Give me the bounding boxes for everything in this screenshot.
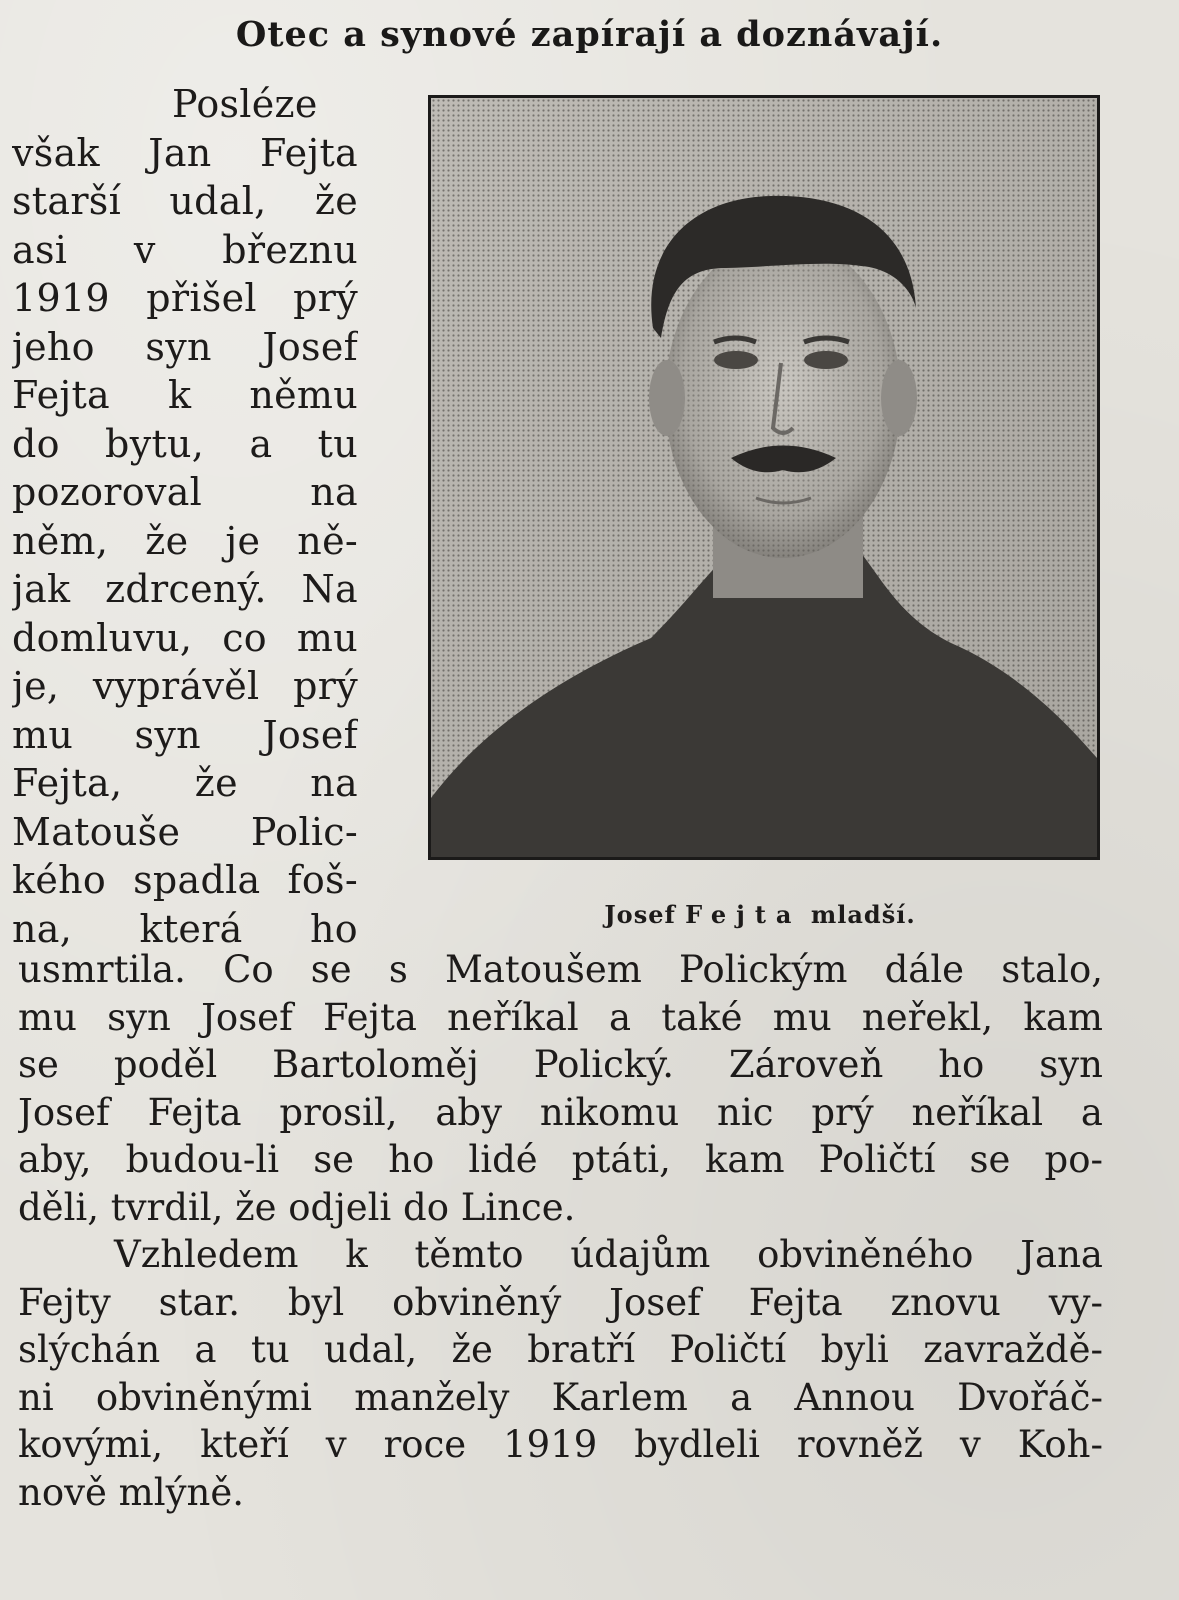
text-line: starší udal, že bbox=[12, 179, 358, 223]
text-line: slýchán a tu udal, že bratří Poličtí byli zavraždě- bbox=[18, 1328, 1103, 1371]
text-line: asi v březnu bbox=[12, 227, 358, 272]
text-line: Fejta k němu bbox=[12, 373, 358, 417]
photo-caption bbox=[520, 900, 1000, 929]
wide-text-column bbox=[18, 946, 1103, 1516]
text-line: kovými, kteří v roce 1919 bydleli rovněž v Koh- bbox=[18, 1423, 1103, 1466]
text-line: ni obviněnými manžely Karlem a Annou Dvořáč- bbox=[18, 1375, 1103, 1419]
text-line: Vzhledem k těmto údajům obviněného Jana bbox=[114, 1233, 1103, 1276]
text-line: usmrtila. Co se s Matoušem Polickým dále stalo, bbox=[18, 948, 1103, 991]
caption-suffix: mladší. bbox=[810, 900, 916, 929]
text-line: mu syn Josef Fejta neříkal a také mu neřekl, kam bbox=[18, 995, 1103, 1039]
text-line: Fejta, že na bbox=[12, 761, 358, 805]
text-line: nově mlýně. bbox=[18, 1470, 244, 1514]
text-line: do bytu, a tu bbox=[12, 421, 358, 466]
text-line: mu syn Josef bbox=[12, 712, 358, 757]
portrait-photo bbox=[428, 95, 1100, 860]
caption-name: Josef bbox=[604, 900, 676, 929]
text-line: Posléze bbox=[172, 82, 318, 126]
text-line: však Jan Fejta bbox=[12, 130, 358, 175]
text-line: Fejty star. byl obviněný Josef Fejta znovu vy- bbox=[18, 1280, 1103, 1324]
text-line: pozoroval na bbox=[12, 470, 358, 514]
caption-surname: Fejta bbox=[685, 900, 802, 929]
article-headline: Otec a synové zapírají a doznávají. bbox=[235, 14, 944, 55]
text-line: Matouše Polic- bbox=[12, 809, 358, 854]
text-line: Josef Fejta prosil, aby nikomu nic prý neříkal a bbox=[18, 1090, 1103, 1134]
text-line: jak zdrcený. Na bbox=[12, 567, 358, 611]
text-line: domluvu, co mu bbox=[12, 615, 358, 660]
text-line: je, vyprávěl prý bbox=[12, 664, 358, 708]
text-line: jeho syn Josef bbox=[12, 324, 358, 369]
narrow-text-column bbox=[12, 80, 358, 953]
text-line: se poděl Bartoloměj Polický. Zároveň ho syn bbox=[18, 1043, 1103, 1086]
text-line: kého spadla foš- bbox=[12, 858, 358, 902]
text-line: na, která ho bbox=[12, 906, 358, 951]
text-line: aby, budou-li se ho lidé ptáti, kam Poličtí se po- bbox=[18, 1138, 1103, 1181]
portrait-image bbox=[431, 98, 1097, 857]
text-line: něm, že je ně- bbox=[12, 518, 358, 563]
text-line: děli, tvrdil, že odjeli do Lince. bbox=[18, 1185, 576, 1229]
text-line: 1919 přišel prý bbox=[12, 276, 358, 320]
